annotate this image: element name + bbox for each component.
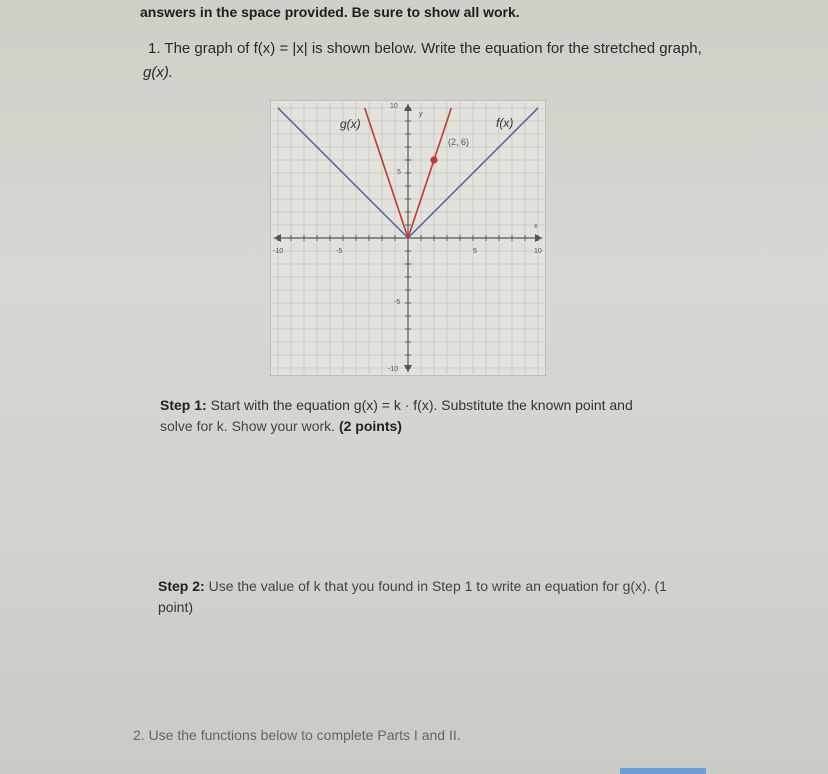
g-label: g(x) — [340, 117, 361, 131]
f-label: f(x) — [496, 116, 514, 130]
step-1-body: Start with the equation g(x) = k · f(x). Substitute the known point and — [206, 397, 633, 413]
step-2-body: Use the value of k that you found in Step 1 to write an equation for g(x). (1 — [204, 578, 667, 594]
step-2-text — [158, 578, 667, 594]
question-2-text: 2. Use the functions below to complete Parts I and II. — [133, 727, 461, 743]
step-1-points: (2 points) — [338, 418, 402, 434]
step-1-body-cont: solve for k. Show your work. — [160, 418, 339, 434]
tick-label-y-neg10: -10 — [388, 366, 399, 373]
point-label: (2, 6) — [448, 137, 470, 147]
instructions-header: answers in the space provided. Be sure to show all work. — [140, 4, 520, 20]
tick-label-x-neg5: -5 — [336, 248, 343, 255]
point-2-6 — [430, 156, 437, 163]
question-1-text: 1. The graph of f(x) = |x| is shown below. Write the equation for the stretched graph, — [148, 40, 702, 57]
graph-svg — [270, 100, 546, 376]
tick-label-y-10: 10 — [390, 103, 398, 110]
x-axis-label: x — [534, 223, 538, 230]
tick-label-y-neg5: -5 — [394, 299, 401, 306]
step-1-label: Step 1: — [160, 397, 207, 413]
function-graph — [270, 100, 546, 376]
tick-label-y-5: 5 — [397, 169, 401, 176]
y-axis-label: y — [419, 111, 423, 118]
step-2-text-cont: point) — [158, 599, 194, 615]
blue-bar-edge — [620, 768, 706, 774]
tick-label-x-5: 5 — [473, 248, 477, 255]
tick-label-x-neg10: -10 — [273, 248, 284, 255]
step-1-text-cont — [160, 418, 402, 434]
step-2-label: Step 2: — [158, 578, 205, 594]
question-1-text-cont: g(x). — [143, 64, 173, 81]
tick-label-x-10: 10 — [534, 248, 542, 255]
step-1-text — [160, 397, 633, 413]
